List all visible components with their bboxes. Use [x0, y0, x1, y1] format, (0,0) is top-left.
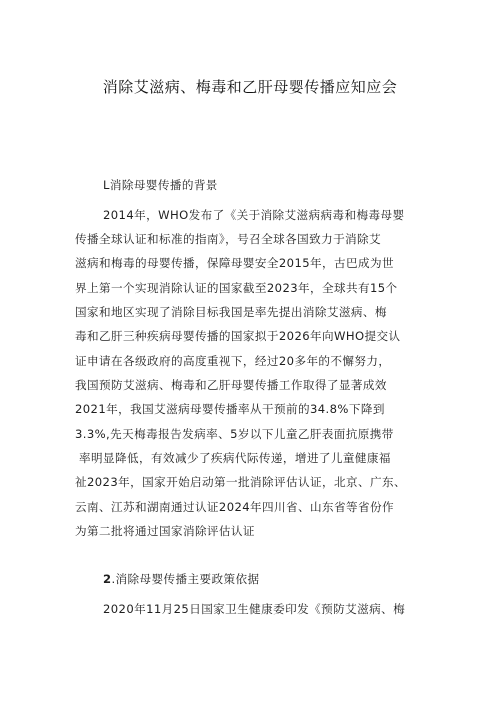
section-heading: L消除母婴传播的背景 [103, 178, 218, 192]
paragraph-line: 毒和乙肝三种疾病母婴传播的国家拟于2026年向WHO提交认 [75, 329, 401, 343]
paragraph-line: 滋病和梅毒的母婴传播，保障母婴安全2015年，古巴成为世 [75, 256, 394, 270]
paragraph-line: 界上第一个实现消除认证的国家截至2023年，全球共有15个 [75, 281, 398, 295]
paragraph-line: 2014年，WHO发布了《关于消除艾滋病病毒和梅毒母婴 [103, 208, 405, 222]
document-title: 消除艾滋病、梅毒和乙肝母婴传播应知应会 [102, 78, 398, 96]
paragraph-line: 率明显降低，有效减少了疾病代际传递，增进了儿童健康福 [79, 451, 391, 465]
paragraph-line: 证申请在各级政府的高度重视下，经过20多年的不懈努力， [75, 354, 391, 368]
paragraph-line: 为第二批将通过国家消除评估认证 [75, 524, 255, 538]
section-number: 2 [103, 572, 112, 586]
paragraph-line: 3.3%,先天梅毒报告发病率、5岁以下儿童乙肝表面抗原携带 [75, 427, 394, 441]
section-heading-text: .消除母婴传播主要政策依据 [111, 572, 260, 586]
paragraph-line: 国家和地区实现了消除目标我国是率先提出消除艾滋病、梅 [75, 305, 387, 319]
paragraph-line: 我国预防艾滋病、梅毒和乙肝母婴传播工作取得了显著成效 [75, 378, 387, 392]
paragraph-line: 祉2023年，国家开始启动第一批消除评估认证，北京、广东、 [75, 475, 406, 489]
paragraph-line: 2020年11月25日国家卫生健康委印发《预防艾滋病、梅 [103, 602, 406, 616]
paragraph-line: 2021年，我国艾滋病母婴传播率从干预前的34.8%下降到 [75, 402, 385, 416]
section-heading [103, 572, 259, 586]
paragraph-line: 传播全球认证和标准的指南》，号召全球各国致力于消除艾 [75, 232, 382, 246]
paragraph-line: 云南、江苏和湖南通过认证2024年四川省、山东省等省份作 [75, 500, 394, 514]
